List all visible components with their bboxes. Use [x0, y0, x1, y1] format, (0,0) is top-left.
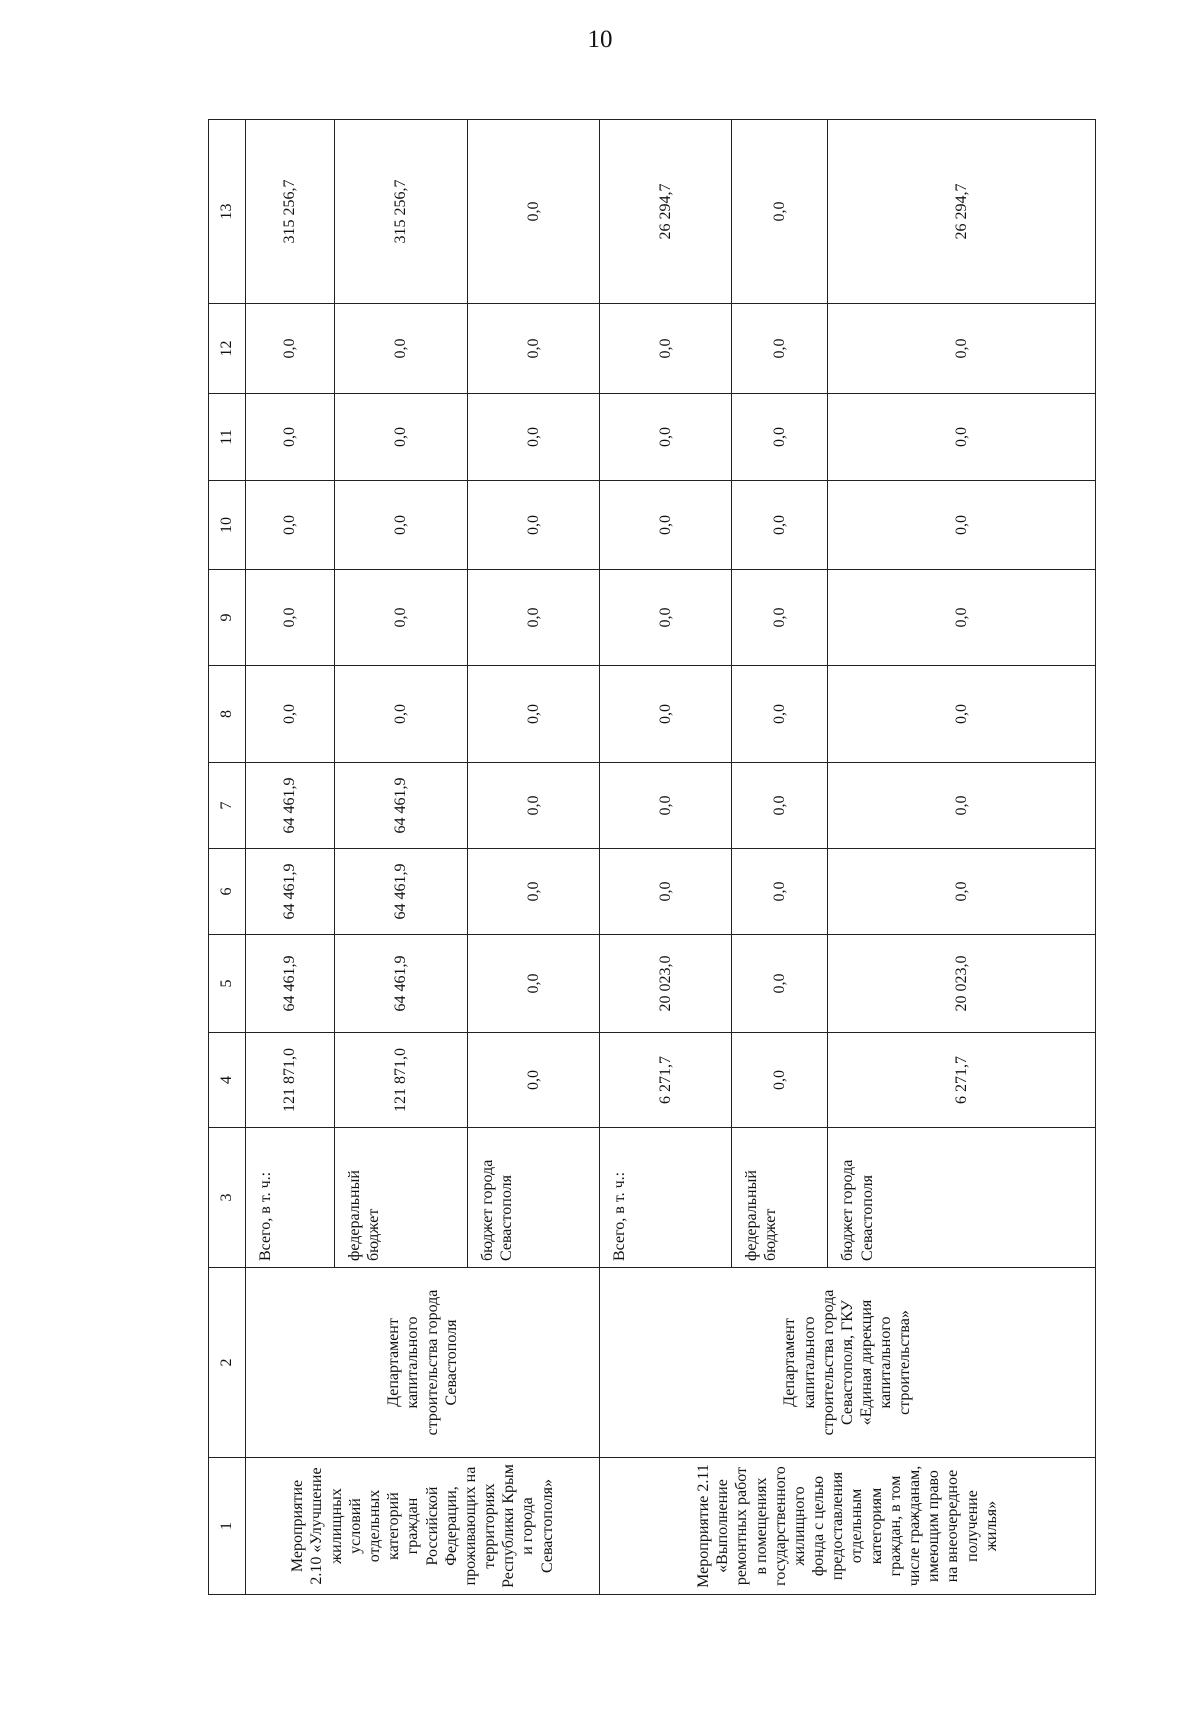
header-cell: 8 [209, 666, 246, 763]
funding-source: Всего, в т. ч.: [599, 1128, 731, 1268]
value-cell: 0,0 [731, 481, 828, 570]
value-cell: 0,0 [828, 763, 1096, 849]
value-cell: 0,0 [246, 394, 334, 481]
value-cell: 0,0 [334, 304, 468, 394]
header-cell: 9 [209, 570, 246, 666]
value-cell: 0,0 [731, 394, 828, 481]
table-row [246, 120, 334, 1595]
value-cell: 0,0 [731, 570, 828, 666]
value-cell: 26 294,7 [828, 120, 1096, 304]
value-cell: 0,0 [246, 570, 334, 666]
value-cell: 0,0 [468, 394, 600, 481]
value-cell: 64 461,9 [246, 849, 334, 935]
value-cell: 20 023,0 [828, 935, 1096, 1033]
header-cell: 4 [209, 1033, 246, 1128]
value-cell: 0,0 [334, 394, 468, 481]
value-cell: 0,0 [599, 666, 731, 763]
header-cell: 11 [209, 394, 246, 481]
value-cell: 0,0 [599, 304, 731, 394]
value-cell: 0,0 [828, 570, 1096, 666]
value-cell: 0,0 [828, 481, 1096, 570]
header-cell: 6 [209, 849, 246, 935]
table-row [599, 120, 731, 1595]
rotated-table-wrapper [208, 120, 1096, 1595]
value-cell: 0,0 [599, 481, 731, 570]
value-cell: 20 023,0 [599, 935, 731, 1033]
value-cell: 0,0 [731, 120, 828, 304]
value-cell: 0,0 [334, 481, 468, 570]
value-cell: 315 256,7 [246, 120, 334, 304]
header-row [209, 120, 246, 1595]
value-cell: 26 294,7 [599, 120, 731, 304]
value-cell: 64 461,9 [334, 849, 468, 935]
value-cell: 0,0 [731, 763, 828, 849]
value-cell: 0,0 [599, 849, 731, 935]
value-cell: 0,0 [246, 481, 334, 570]
value-cell: 0,0 [731, 849, 828, 935]
value-cell: 0,0 [731, 304, 828, 394]
value-cell: 0,0 [246, 304, 334, 394]
value-cell: 121 871,0 [334, 1033, 468, 1128]
value-cell: 0,0 [468, 763, 600, 849]
header-cell: 1 [209, 1458, 246, 1595]
value-cell: 0,0 [828, 304, 1096, 394]
value-cell: 0,0 [731, 935, 828, 1033]
value-cell: 0,0 [468, 666, 600, 763]
funding-source: бюджет города Севастополя [828, 1128, 1096, 1268]
funding-source: федеральный бюджет [731, 1128, 828, 1268]
value-cell: 64 461,9 [334, 935, 468, 1033]
value-cell: 0,0 [334, 570, 468, 666]
value-cell: 0,0 [468, 120, 600, 304]
funding-table [208, 119, 1096, 1595]
page-number: 10 [587, 26, 613, 53]
value-cell: 0,0 [468, 935, 600, 1033]
value-cell: 0,0 [731, 666, 828, 763]
header-cell: 5 [209, 935, 246, 1033]
value-cell: 0,0 [468, 570, 600, 666]
event-executor: Департамент капитального строительства города Севастополя [246, 1268, 600, 1458]
value-cell: 0,0 [599, 570, 731, 666]
value-cell: 64 461,9 [334, 763, 468, 849]
header-cell: 7 [209, 763, 246, 849]
value-cell: 0,0 [468, 1033, 600, 1128]
value-cell: 0,0 [828, 666, 1096, 763]
event-name: Мероприятие 2.11 «Выполнение ремонтных работ в помещениях государственного жилищного фонда с целью предоставления отдельным категориям граждан, в том числе гражданам, имеющим право на внеочередное получение жилья» [599, 1458, 1095, 1595]
funding-source: федеральный бюджет [334, 1128, 468, 1268]
value-cell: 0,0 [246, 666, 334, 763]
header-cell: 13 [209, 120, 246, 304]
value-cell: 0,0 [731, 1033, 828, 1128]
funding-source: бюджет города Севастополя [468, 1128, 600, 1268]
funding-source: Всего, в т. ч.: [246, 1128, 334, 1268]
value-cell: 315 256,7 [334, 120, 468, 304]
header-cell: 12 [209, 304, 246, 394]
value-cell: 6 271,7 [828, 1033, 1096, 1128]
value-cell: 0,0 [468, 849, 600, 935]
value-cell: 0,0 [599, 394, 731, 481]
value-cell: 0,0 [468, 304, 600, 394]
value-cell: 121 871,0 [246, 1033, 334, 1128]
value-cell: 64 461,9 [246, 763, 334, 849]
value-cell: 0,0 [468, 481, 600, 570]
value-cell: 0,0 [334, 666, 468, 763]
header-cell: 2 [209, 1268, 246, 1458]
value-cell: 6 271,7 [599, 1033, 731, 1128]
event-name: Мероприятие 2.10 «Улучшение жилищных условий отдельных категорий граждан Российской Федерации, проживающих на территориях Республики Крым и города Севастополя» [246, 1458, 600, 1595]
value-cell: 0,0 [828, 394, 1096, 481]
event-executor: Департамент капитального строительства города Севастополя, ГКУ «Единая дирекция капитального строительства» [599, 1268, 1095, 1458]
value-cell: 64 461,9 [246, 935, 334, 1033]
value-cell: 0,0 [599, 763, 731, 849]
header-cell: 10 [209, 481, 246, 570]
header-cell: 3 [209, 1128, 246, 1268]
value-cell: 0,0 [828, 849, 1096, 935]
